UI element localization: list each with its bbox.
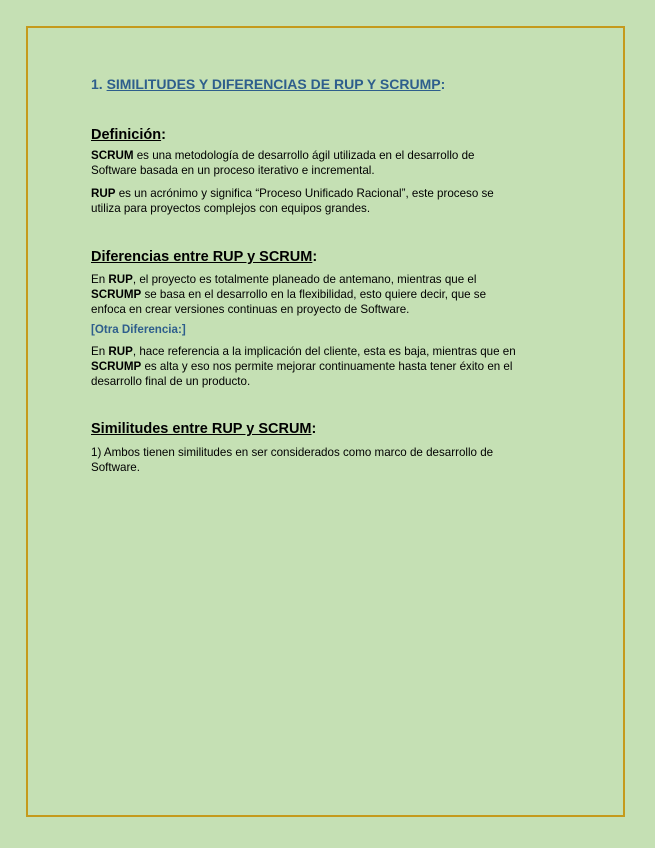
diferencias-paragraph-2 — [91, 344, 561, 389]
definicion-scrum-line2: Software basada en un proceso iterativo e incremental. — [91, 164, 375, 177]
document-title — [91, 74, 561, 94]
definicion-heading — [91, 125, 561, 145]
diferencias-p1-line2: se basa en el desarrollo en la flexibilidad, esto quiere decir, que se — [141, 288, 487, 301]
diferencias-heading-colon: : — [312, 249, 318, 265]
title-text: SIMILITUDES Y DIFERENCIAS DE RUP Y SCRUMP — [106, 76, 441, 92]
definicion-rup-term: RUP — [91, 187, 116, 200]
diferencias-p2-line3: desarrollo final de un producto. — [91, 375, 251, 388]
diferencias-p2-line2: es alta y eso nos permite mejorar continuamente hasta tener éxito en el — [141, 360, 513, 373]
definicion-rup-paragraph — [91, 186, 561, 216]
document-content — [91, 74, 561, 475]
definicion-scrum-line1: es una metodología de desarrollo ágil utilizada en el desarrollo de — [133, 149, 475, 162]
otra-diferencia-note: [Otra Diferencia:] — [91, 323, 186, 336]
diferencias-p1-scrump: SCRUMP — [91, 288, 142, 301]
diferencias-heading-text: Diferencias entre RUP y SCRUM — [91, 249, 313, 265]
definicion-heading-text: Definición — [91, 127, 162, 143]
diferencias-p2-line1: , hace referencia a la implicación del cliente, esta es baja, mientras que en — [132, 345, 516, 358]
title-colon: : — [440, 76, 446, 92]
definicion-scrum-term: SCRUM — [91, 149, 134, 162]
similitudes-line2: Software. — [91, 461, 140, 474]
diferencias-p1-rup: RUP — [108, 273, 133, 286]
definicion-scrum-paragraph — [91, 148, 561, 178]
similitudes-heading — [91, 419, 561, 439]
similitudes-heading-text: Similitudes entre RUP y SCRUM — [91, 421, 312, 437]
diferencias-p2-rup: RUP — [108, 345, 133, 358]
diferencias-heading — [91, 247, 561, 267]
definicion-rup-line2: utiliza para proyectos complejos con equipos grandes. — [91, 202, 371, 215]
definicion-rup-line1: es un acrónimo y significa “Proceso Unificado Racional”, este proceso se — [115, 187, 494, 200]
diferencias-paragraph-1 — [91, 272, 561, 317]
similitudes-paragraph — [91, 445, 561, 475]
diferencias-p1-pre: En — [91, 273, 109, 286]
diferencias-p1-line3: enfoca en crear versiones continuas en proyecto de Software. — [91, 303, 410, 316]
similitudes-line1: 1) Ambos tienen similitudes en ser considerados como marco de desarrollo de — [91, 446, 494, 459]
title-number: 1. — [91, 76, 107, 92]
definicion-heading-colon: : — [161, 127, 166, 143]
diferencias-p2-pre: En — [91, 345, 109, 358]
similitudes-heading-colon: : — [311, 421, 317, 437]
diferencias-p1-line1: , el proyecto es totalmente planeado de antemano, mientras que el — [132, 273, 477, 286]
diferencias-p2-scrump: SCRUMP — [91, 360, 142, 373]
